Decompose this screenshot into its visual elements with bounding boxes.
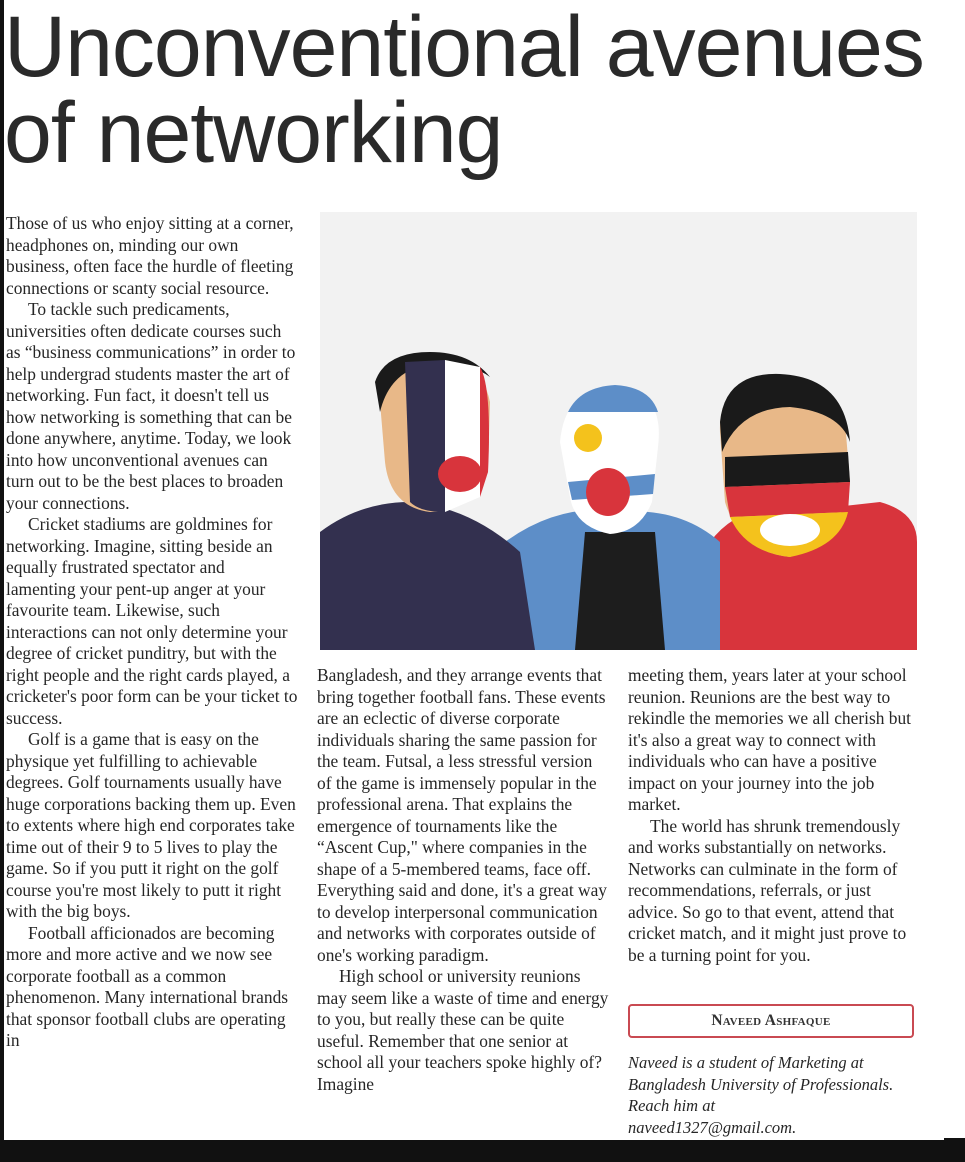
paragraph: Football afficionados are becoming more and more active and we now see corporate football as a common phenomenon. Many international brands that sponsor football clubs are operating in	[6, 922, 289, 1050]
paragraph: The world has shrunk tremendously and works substantially on networks. Networks can culminate in the form of recommendations, referrals, or just advice. So go to that event, attend that cricket match, and it might just prove to be a turning point for you.	[628, 815, 907, 965]
article-column-1	[6, 213, 298, 1140]
fans-svg	[320, 212, 917, 650]
corner-border	[944, 1138, 965, 1162]
author-email: naveed1327@gmail.com.	[628, 1117, 797, 1137]
bio-line: Naveed is a student of Marketing at	[628, 1053, 864, 1072]
paragraph: To tackle such predicaments, universities often dedicate courses such as “business communications” in order to help undergrad students master the art of networking. Fun fact, it doesn't tell us how networking is something that can be done anywhere, anytime. Today, we look into how unconventional avenues can turn out to be the best places to broaden your connections.	[6, 299, 296, 513]
headline-line-2: of networking	[4, 85, 503, 181]
author-byline: Naveed Ashfaque	[628, 1004, 914, 1038]
paragraph: Golf is a game that is easy on the physique yet fulfilling to achievable degrees. Golf tournaments usually have huge corporations backing them up. Even to extents where high end corporates take time out of their 9 to 5 lives to play the game. So if you putt it right on the golf course you're most likely to putt it right with the big boys.	[6, 729, 296, 921]
headline-line-1: Unconventional avenues	[4, 0, 924, 95]
article-headline	[4, 0, 924, 181]
paragraph: meeting them, years later at your school reunion. Reunions are the best way to rekindle the memories we all cherish but it's also a great way to connect with individuals who can have a positive impact on your journey into the job market.	[628, 665, 911, 814]
football-fans-illustration	[320, 212, 917, 650]
bio-line: Reach him at	[628, 1096, 716, 1115]
article-column-3	[628, 665, 918, 995]
bottom-border	[0, 1140, 965, 1162]
paragraph: Those of us who enjoy sitting at a corner, headphones on, minding our own business, often face the hurdle of fleeting connections or scanty social resource.	[6, 213, 294, 298]
paragraph: High school or university reunions may seem like a waste of time and energy to you, but really these can be quite useful. Remember that one senior at school all your teachers spoke highly of? Imagine	[317, 966, 609, 1094]
paragraph: Cricket stadiums are goldmines for networking. Imagine, sitting beside an equally frustrated spectator and lamenting your pent-up anger at your favourite team. Likewise, such interactions can not only determine your degree of cricket punditry, but with the right people and the right cards played, a cricketer's poor form can be your ticket to success.	[6, 514, 298, 728]
paragraph: Bangladesh, and they arrange events that bring together football fans. These events are an eclectic of diverse corporate individuals sharing the same passion for the team. Futsal, a less stressful version of the game is immensely popular in the professional arena. That explains the emergence of tournaments like the “Ascent Cup," where companies in the shape of a 5-membered teams, face off. Everything said and done, it's a great way to develop interpersonal communication and networks with corporates outside of one's working paradigm.	[317, 665, 607, 965]
article-column-2	[317, 665, 611, 1140]
bio-line: Bangladesh University of Professionals.	[628, 1074, 894, 1094]
author-bio	[628, 1052, 928, 1138]
